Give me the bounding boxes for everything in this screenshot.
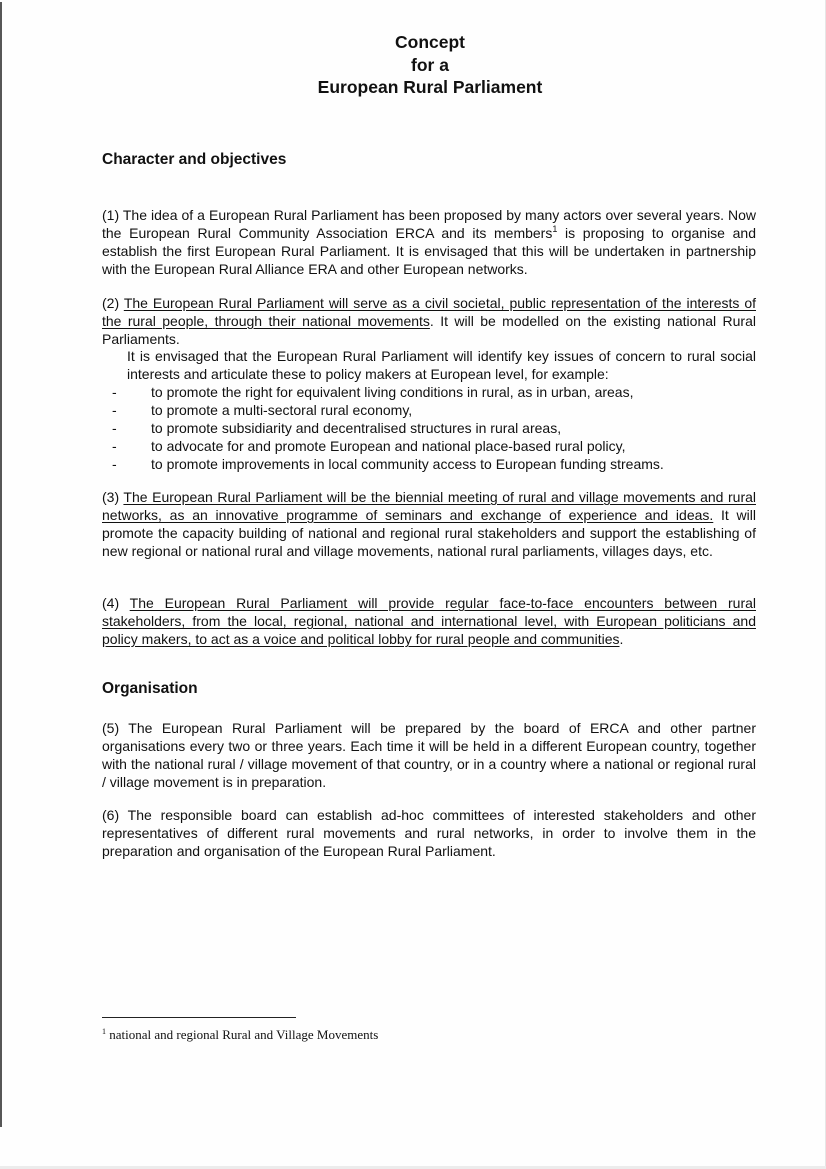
- list-item: [112, 383, 756, 401]
- list-item: [112, 437, 756, 455]
- footnote-text: national and regional Rural and Village Movements: [106, 1027, 379, 1042]
- footnote-marker: 1: [102, 1027, 106, 1036]
- paragraph-3: [102, 488, 756, 560]
- list-item-text: to promote subsidiarity and decentralised structures in rural areas,: [151, 420, 562, 436]
- title-line: Concept: [395, 32, 465, 52]
- paragraph-3-rest: It will promote the capacity building of national and regional rural stakeholders and support the establishing of new regional or national rural and village movements, national rural parliaments, villages days, etc.: [102, 507, 756, 559]
- objectives-list: [112, 383, 756, 473]
- paragraph-2-underlined: The European Rural Parliament will serve as a civil societal, public representation of the interests of the rural people, through their national movements: [102, 295, 756, 329]
- list-item-text: to advocate for and promote European and national place-based rural policy,: [151, 438, 626, 454]
- bullet-dash: -: [112, 402, 117, 418]
- bullet-dash: -: [112, 384, 117, 400]
- paragraph-2: [102, 294, 756, 348]
- paragraph-1-text-cont: is proposing to organise and establish the first European Rural Parliament. It is envisaged that this will be undertaken in partnership with the European Rural Alliance ERA and other European networks.: [102, 225, 756, 277]
- scan-left-edge: [0, 2, 2, 1127]
- paragraph-4: [102, 594, 756, 648]
- list-item-text: to promote the right for equivalent living conditions in rural, as in urban, areas,: [151, 384, 634, 400]
- paragraph-2-prefix: (2): [102, 295, 124, 311]
- section-heading-character-objectives: Character and objectives: [102, 151, 287, 168]
- paragraph-4-prefix: (4): [102, 595, 130, 611]
- title-line: for a: [411, 54, 449, 75]
- title-line: European Rural Parliament: [317, 77, 543, 97]
- paragraph-5: (5) The European Rural Parliament will be prepared by the board of ERCA and other partner organisations every two or three years. Each time it will be held in a different European country, together with the national rural / village movement of that country, or in a country where a national or regional rural / village movement is in preparation.: [102, 720, 756, 790]
- footnote-reference: 1: [552, 224, 558, 234]
- list-item: [112, 401, 756, 419]
- paragraph-1: [102, 206, 756, 278]
- paragraph-4-underlined: The European Rural Parliament will provide regular face-to-face encounters between rural stakeholders, from the local, regional, national and international level, with European politicians and policy makers, to act as a voice and political lobby for rural people and communities: [102, 595, 756, 647]
- paragraph-2-rest: . It will be modelled on the existing national Rural Parliaments.: [102, 313, 756, 347]
- list-item: [112, 455, 756, 473]
- list-item: [112, 419, 756, 437]
- paragraph-6: (6) The responsible board can establish ad-hoc committees of interested stakeholders and other representatives of different rural movements and rural networks, in order to involve them in the preparation and organisation of the European Rural Parliament.: [102, 807, 756, 859]
- paragraph-1-text: (1) The idea of a European Rural Parliament has been proposed by many actors over several years. Now the European Rural Community Association ERCA and its members: [102, 207, 756, 241]
- footnote: [102, 1027, 378, 1043]
- paragraph-3-underlined: The European Rural Parliament will be the biennial meeting of rural and village movements and rural networks, as an innovative programme of seminars and exchange of experience and ideas.: [102, 489, 756, 523]
- bullet-dash: -: [112, 420, 117, 436]
- list-item-text: to promote improvements in local community access to European funding streams.: [151, 456, 664, 472]
- paragraph-4-rest: .: [619, 631, 624, 647]
- document-title: [0, 31, 826, 99]
- bullet-dash: -: [112, 456, 117, 472]
- paragraph-2-indented: It is envisaged that the European Rural Parliament will identify key issues of concern to rural social interests and articulate these to policy makers at European level, for example:: [127, 348, 756, 382]
- footnote-separator: [102, 1017, 296, 1018]
- list-item-text: to promote a multi-sectoral rural economy,: [151, 402, 413, 418]
- paragraph-3-prefix: (3): [102, 489, 124, 505]
- bullet-dash: -: [112, 438, 117, 454]
- section-heading-organisation: Organisation: [102, 680, 198, 697]
